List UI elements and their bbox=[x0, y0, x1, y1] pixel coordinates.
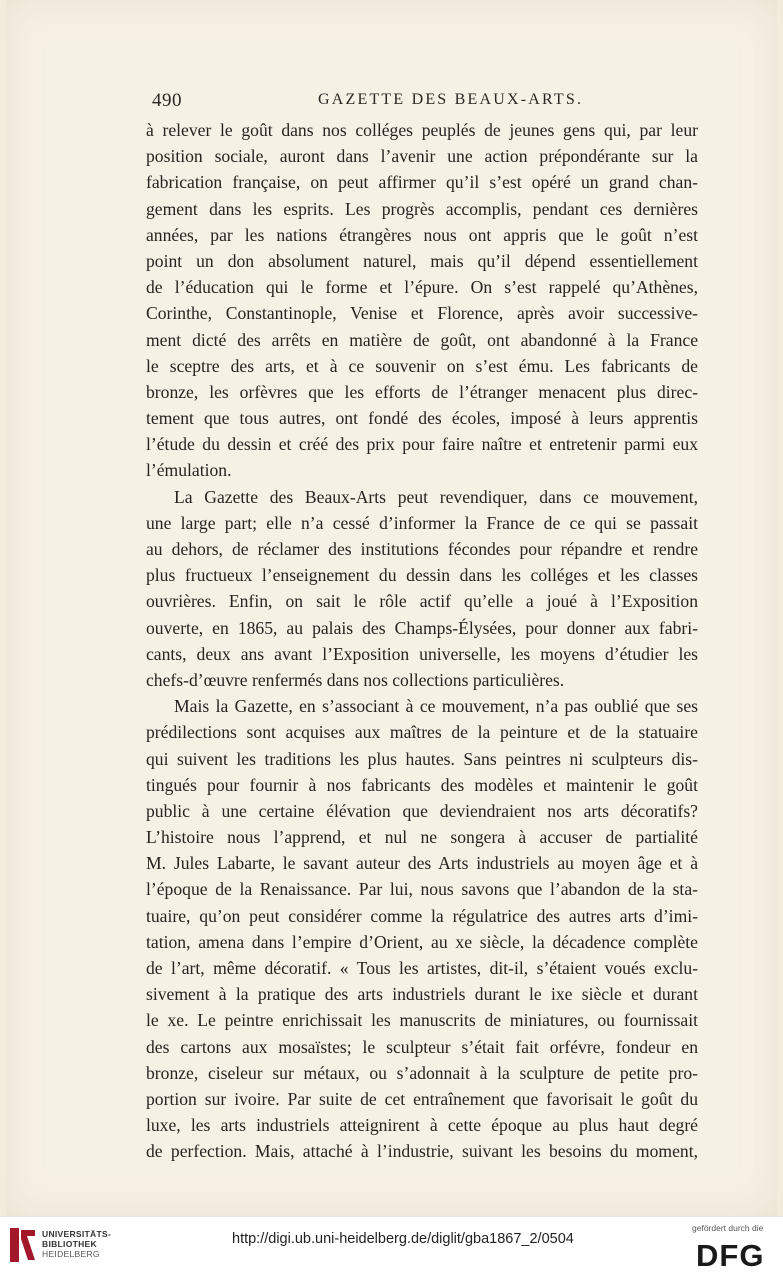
library-name-line: UNIVERSITÄTS- bbox=[42, 1229, 112, 1239]
text-line: prédilections sont acquises aux maîtres de la peinture et de la statuaire bbox=[146, 722, 698, 743]
text-line: le xe. Le peintre enrichissait les manuscrits de miniatures, ou fournissait bbox=[146, 1010, 698, 1031]
text-line: plus fructueux l’enseignement du dessin dans les colléges et les classes bbox=[146, 565, 698, 586]
text-line: tuaire, qu’on peut considérer comme la régulatrice des autres arts d’imi- bbox=[146, 905, 698, 926]
text-line: l’époque de la Renaissance. Par lui, nous savons que l’abandon de la sta- bbox=[146, 879, 698, 900]
text-line: sivement à la pratique des arts industriels durant le ixe siècle et durant bbox=[146, 984, 698, 1005]
text-line: l’émulation. bbox=[146, 460, 232, 481]
text-line: à relever le goût dans nos colléges peuplés de jeunes gens qui, par leur bbox=[146, 120, 698, 140]
viewer-footer bbox=[0, 1216, 783, 1273]
text-line: années, par les nations étrangères nous ont appris que le goût n’est bbox=[146, 224, 698, 245]
journal-title: GAZETTE DES BEAUX-ARTS. bbox=[318, 91, 584, 108]
text-line: de l’éducation qui le forme et l’épure. On s’est rappelé qu’Athènes, bbox=[146, 277, 698, 298]
text-line: l’étude du dessin et créé des prix pour faire naître et entretenir parmi eux bbox=[146, 434, 698, 455]
text-line: ouverte, en 1865, au palais des Champs-Élysées, pour donner aux fabri- bbox=[146, 617, 698, 638]
svg-text:DFG: DFG bbox=[696, 1239, 765, 1269]
text-line: chefs-d’œuvre renfermés dans nos collections particulières. bbox=[146, 669, 565, 690]
text-line: de l’art, même décoratif. « Tous les artistes, dit-il, s’étaient voués exclu- bbox=[146, 958, 698, 978]
text-line: M. Jules Labarte, le savant auteur des Arts industriels au moyen âge et à bbox=[146, 853, 698, 874]
text-line: de perfection. Mais, attaché à l’industrie, suivant les besoins du moment, bbox=[146, 1141, 698, 1162]
page-number: 490 bbox=[152, 90, 182, 111]
text-line: des cartons aux mosaïstes; le sculpteur s’était fait orfévre, fondeur en bbox=[146, 1036, 698, 1057]
text-line: portion sur ivoire. Par suite de cet entraînement que favorisait le goût du bbox=[146, 1088, 698, 1109]
text-line: tation, amena dans l’empire d’Orient, au xe siècle, la décadence complète bbox=[146, 931, 698, 952]
body-text bbox=[146, 117, 698, 1165]
text-line: qui suivent les traditions les plus hautes. Sans peintres ni sculpteurs dis- bbox=[146, 748, 698, 769]
text-line: ment dicté des arrêts en matière de goût, ont abandonné à la France bbox=[146, 329, 698, 350]
library-name bbox=[42, 1229, 111, 1259]
text-line: bronze, ciseleur sur métaux, ou s’adonnait à la sculpture de petite pro- bbox=[146, 1062, 698, 1083]
text-line: le sceptre des arts, et à ce souvenir on s’est ému. Les fabricants de bbox=[146, 355, 698, 376]
text-line: fabrication française, on peut affirmer qu’il s’est opéré un grand chan- bbox=[146, 172, 698, 193]
text-line: luxe, les arts industriels atteignirent à cette époque au plus haut degré bbox=[146, 1115, 698, 1136]
running-head bbox=[152, 90, 712, 114]
library-name-line: BIBLIOTHEK bbox=[42, 1239, 97, 1249]
university-library-logo-icon[interactable] bbox=[8, 1225, 38, 1265]
text-line: tingués pour fournir à nos fabricants des modèles et maintenir le goût bbox=[146, 774, 698, 795]
permalink-link[interactable]: http://digi.ub.uni-heidelberg.de/diglit/gba1867_2/0504 bbox=[232, 1231, 574, 1247]
text-line: La Gazette des Beaux-Arts peut revendiquer, dans ce mouvement, bbox=[174, 486, 698, 507]
text-line: Corinthe, Constantinople, Venise et Florence, après avoir successive- bbox=[146, 303, 698, 324]
text-line: ouvrières. Enfin, on sait le rôle actif qu’elle a joué à l’Exposition bbox=[146, 591, 698, 612]
text-line: gement dans les esprits. Les progrès accomplis, pendant ces dernières bbox=[146, 198, 698, 219]
dfg-logo-icon[interactable] bbox=[696, 1239, 772, 1269]
library-name-line: HEIDELBERG bbox=[42, 1249, 100, 1259]
text-line: cants, deux ans avant l’Exposition universelle, les moyens d’étudier les bbox=[146, 643, 698, 664]
text-line: L’histoire nous l’apprend, et nul ne songera à accuser de partialité bbox=[146, 827, 698, 848]
funder-note: gefördert durch die bbox=[692, 1223, 764, 1233]
text-line: bronze, les orfèvres que les efforts de l’étranger menacent plus direc- bbox=[146, 381, 698, 402]
text-line: une large part; elle n’a cessé d’informer la France de ce qui se passait bbox=[146, 512, 698, 533]
text-line: point un don absolument naturel, mais qu’il dépend essentiellement bbox=[146, 250, 698, 271]
text-line: Mais la Gazette, en s’associant à ce mouvement, n’a pas oublié que ses bbox=[174, 696, 698, 717]
text-line: position sociale, auront dans l’avenir une action prépondérante sur la bbox=[146, 146, 698, 167]
text-line: au dehors, de réclamer des institutions fécondes pour répandre et rendre bbox=[146, 539, 698, 559]
text-line: tement que tous autres, ont fondé des écoles, imposé à leurs apprentis bbox=[146, 408, 698, 429]
text-line: public à une certaine élévation que deviendraient nos arts décoratifs? bbox=[146, 800, 698, 821]
